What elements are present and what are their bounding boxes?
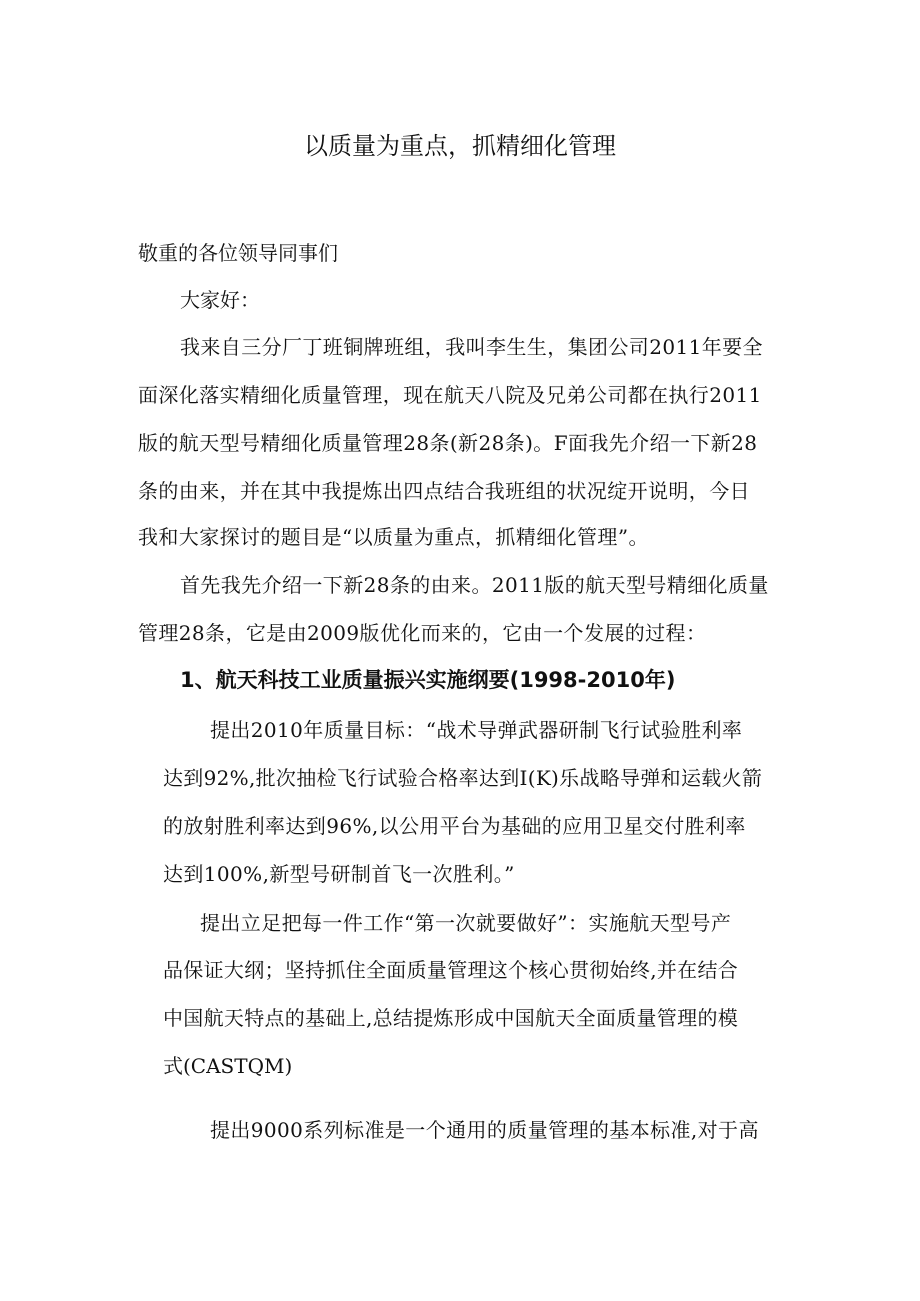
paragraph-4-line-3: 中国航天特点的基础上,总结提炼形成中国航天全面质量管理的模 xyxy=(163,1006,739,1030)
paragraph-1-line-3: 版的航天型号精细化质量管理28条(新28条)。F面我先介绍一下新28 xyxy=(138,431,758,455)
paragraph-4-line-4: 式(CASTQM) xyxy=(163,1054,293,1078)
paragraph-3-line-1: 提出2010年质量目标：“战术导弹武器研制飞行试验胜利率 xyxy=(210,718,743,742)
paragraph-2-line-2: 管理28条，它是由2009版优化而来的，它由一个发展的过程： xyxy=(138,621,707,645)
paragraph-5-line-1: 提出9000系列标准是一个通用的质量管理的基本标准,对于高 xyxy=(210,1118,759,1142)
paragraph-3-line-4: 达到100%,新型号研制首飞一次胜利。” xyxy=(163,862,515,886)
paragraph-4-line-1: 提出立足把每一件工作“第一次就要做好”：实施航天型号产 xyxy=(200,911,732,935)
paragraph-3-line-2: 达到92%,批次抽检飞行试验合格率达到I(K)乐战略导弹和运载火箭 xyxy=(163,766,763,790)
paragraph-1-line-1: 我来自三分厂丁班铜牌班组，我叫李生生，集团公司2011年要全 xyxy=(180,335,763,359)
salutation: 敬重的各位领导同事们 xyxy=(138,241,338,265)
paragraph-4-line-2: 品保证大纲；坚持抓住全面质量管理这个核心贯彻始终,并在结合 xyxy=(163,958,739,982)
document-title: 以质量为重点，抓精细化管理 xyxy=(304,132,616,160)
section-1-heading: 1、航天科技工业质量振兴实施纲要(1998-2010年) xyxy=(180,668,676,692)
paragraph-2-line-1: 首先我先介绍一下新28条的由来。2011版的航天型号精细化质量 xyxy=(180,573,769,597)
greeting: 大家好： xyxy=(180,288,260,312)
paragraph-3-line-3: 的放射胜利率达到96%,以公用平台为基础的应用卫星交付胜利率 xyxy=(163,814,746,838)
paragraph-1-line-5: 我和大家探讨的题目是“以质量为重点，抓精细化管理”。 xyxy=(138,525,649,549)
paragraph-1-line-4: 条的由来，并在其中我提炼出四点结合我班组的状况绽开说明，今日 xyxy=(138,479,750,503)
paragraph-1-line-2: 面深化落实精细化质量管理，现在航天八院及兄弟公司都在执行2011 xyxy=(138,383,762,407)
